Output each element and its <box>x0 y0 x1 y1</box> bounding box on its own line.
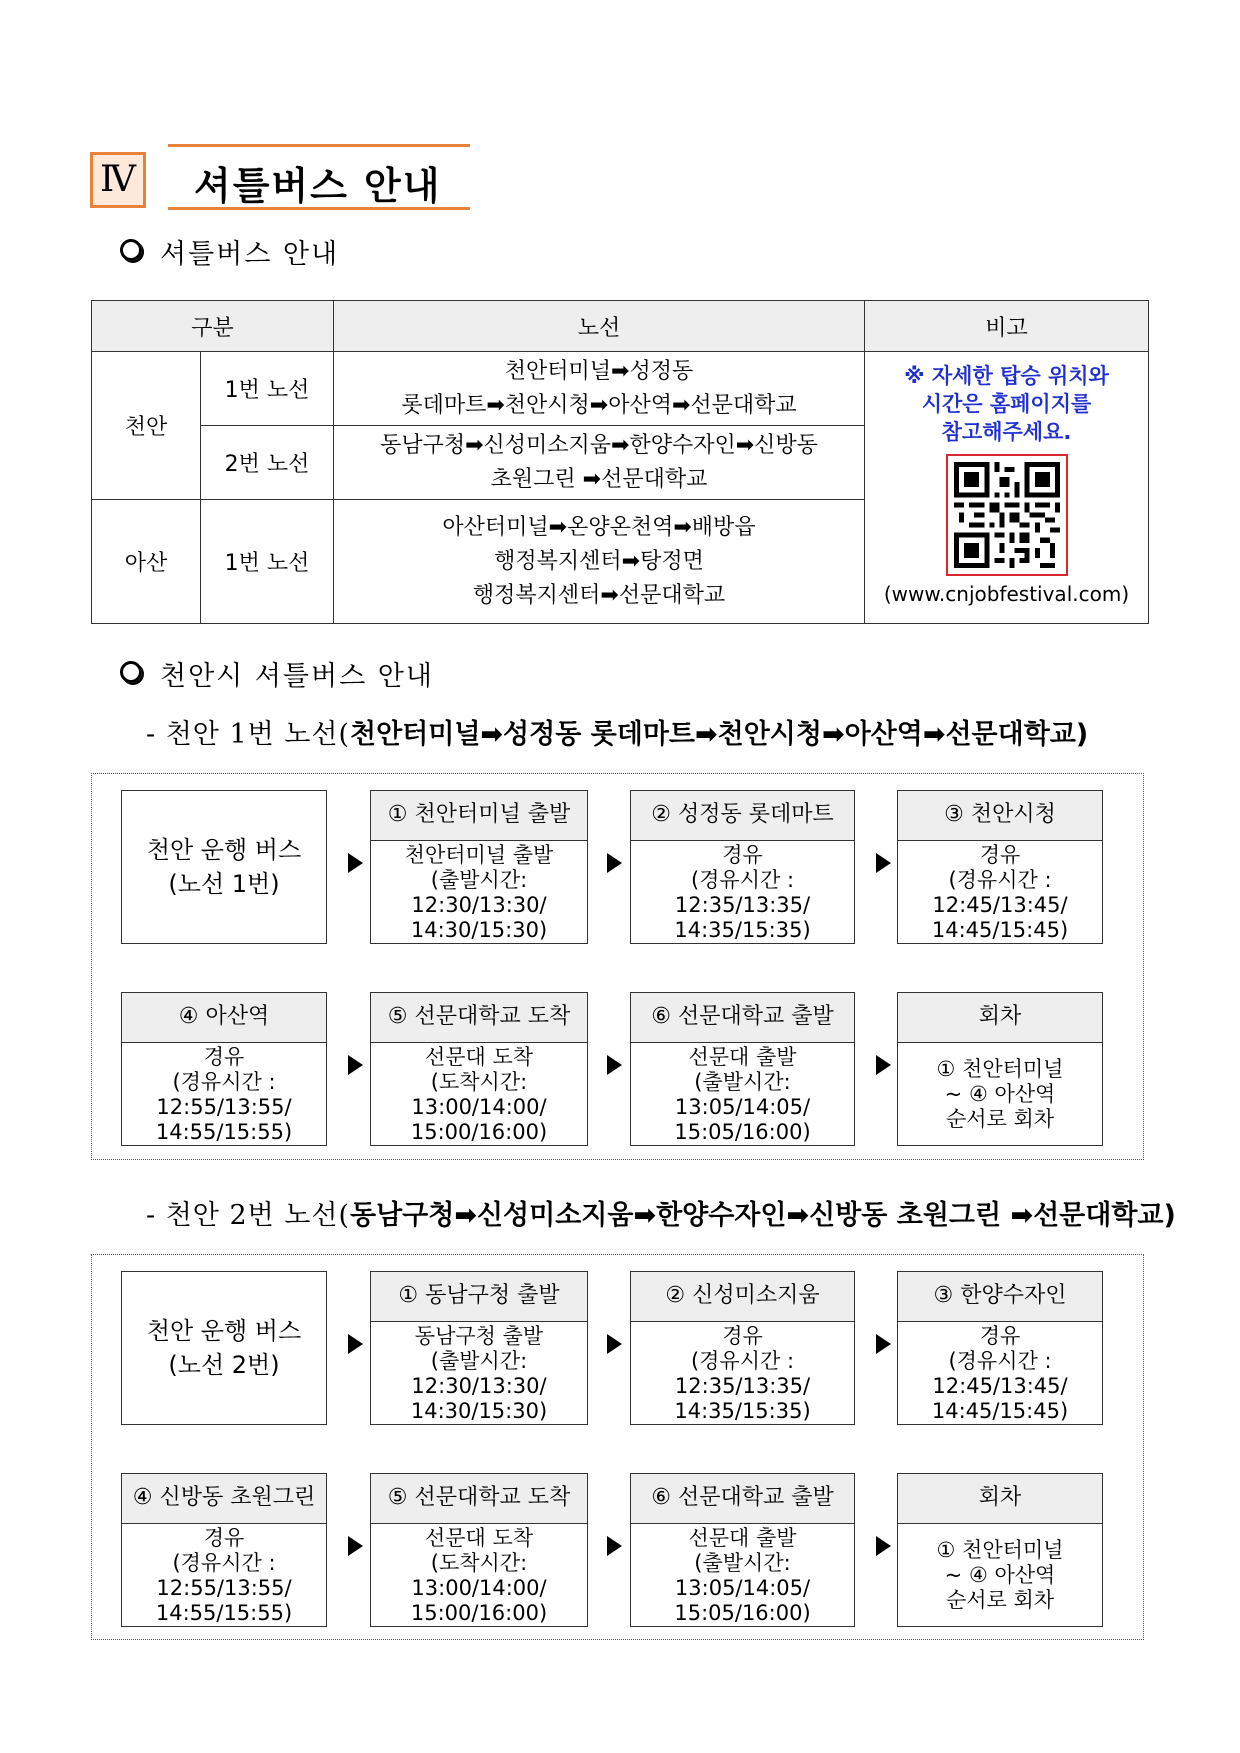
stop-body-line: (경유시간 : <box>172 1551 276 1575</box>
route2-stop-box <box>370 1473 588 1627</box>
circle-bullet-icon <box>120 661 142 683</box>
stop-body-line: 14:30/15:30) <box>410 918 548 942</box>
stop-body-line: 경유 <box>203 1045 245 1069</box>
website-url[interactable]: (www.cnjobfestival.com) <box>883 582 1130 606</box>
route1-title <box>146 712 1088 751</box>
arrow-right-icon <box>607 853 622 873</box>
stop-body-line: 경유 <box>722 1324 763 1348</box>
stop-body-line: ~ ④ 아산역 <box>944 1563 1056 1587</box>
route-line: 아산터미널➡온양온천역➡배방읍 <box>442 514 756 540</box>
header-route: 노선 <box>334 301 865 352</box>
stop-header: ⑤ 선문대학교 도착 <box>371 993 587 1043</box>
route-line: 행정복지센터➡탕정면 <box>494 548 704 574</box>
stop-body-line: (출발시간: <box>430 868 528 892</box>
route1-stop-box <box>121 992 327 1146</box>
stop-body-line: 15:00/16:00) <box>410 1120 548 1144</box>
stop-body-line: 13:00/14:00/ <box>411 1095 547 1119</box>
stop-body-line: 경유 <box>203 1526 245 1550</box>
start-box-line: 천안 운행 버스 <box>146 1317 302 1345</box>
stop-body-line: (출발시간: <box>694 1551 791 1575</box>
stop-body-line: 선문대 도착 <box>424 1045 534 1069</box>
stop-body <box>371 841 587 943</box>
stop-body-line: (도착시간: <box>430 1551 528 1575</box>
stop-body-line: 13:00/14:00/ <box>411 1576 547 1600</box>
stop-header: 회차 <box>898 1474 1102 1524</box>
route2-prefix: - 천안 2번 노선( <box>146 1200 350 1231</box>
stop-header: ① 천안터미널 출발 <box>371 791 587 841</box>
arrow-right-icon <box>607 1334 622 1354</box>
stop-body-line: 14:45/15:45) <box>931 1399 1069 1423</box>
stop-body-line: 14:55/15:55) <box>155 1601 293 1625</box>
stop-body-line: 14:35/15:35) <box>674 918 811 942</box>
stop-body-line: 13:05/14:05/ <box>674 1095 811 1119</box>
stop-body-line: 14:30/15:30) <box>410 1399 548 1423</box>
header-note: 비고 <box>865 301 1149 352</box>
stop-body <box>631 1322 854 1424</box>
stop-header: ② 신성미소지움 <box>631 1272 854 1322</box>
stop-body-line: 동남구청 출발 <box>414 1324 544 1348</box>
stop-header: ③ 한양수자인 <box>898 1272 1102 1322</box>
route1-stop-box <box>897 992 1103 1146</box>
stop-body-line: (경유시간 : <box>690 1349 795 1373</box>
bullet-text: 천안시 셔틀버스 안내 <box>160 661 434 692</box>
stop-body-line: (도착시간: <box>430 1070 528 1094</box>
stop-body-line: 순서로 회차 <box>945 1107 1055 1131</box>
arrow-right-icon <box>876 1536 891 1556</box>
stop-body-line: ~ ④ 아산역 <box>944 1082 1056 1106</box>
route-line: 초원그린 ➡선문대학교 <box>490 466 708 492</box>
route2-title <box>146 1193 1176 1232</box>
stop-body-line: 경유 <box>979 1324 1021 1348</box>
section-number: Ⅳ <box>90 152 146 208</box>
stop-body-line: 선문대 도착 <box>424 1526 534 1550</box>
stop-body-line: (경유시간 : <box>948 1349 1052 1373</box>
route2-stop-box <box>630 1473 855 1627</box>
stop-body-line: 12:35/13:35/ <box>674 1374 811 1398</box>
route-line: 행정복지센터➡선문대학교 <box>472 582 726 608</box>
route2-start-box <box>121 1271 327 1425</box>
stop-body <box>631 1043 854 1145</box>
stop-body <box>631 841 854 943</box>
route-stops <box>334 426 865 500</box>
circle-bullet-icon <box>120 239 142 261</box>
stop-header: ⑤ 선문대학교 도착 <box>371 1474 587 1524</box>
route2-stop-box <box>897 1271 1103 1425</box>
stop-header: ① 동남구청 출발 <box>371 1272 587 1322</box>
route2-stop-box <box>630 1271 855 1425</box>
stop-body-line: 12:45/13:45/ <box>932 893 1068 917</box>
bullet-cheonan-shuttle <box>120 654 434 693</box>
route1-start-box <box>121 790 327 944</box>
stop-body <box>122 1043 326 1145</box>
route1-stop-box <box>370 790 588 944</box>
stop-body-line: ① 천안터미널 <box>936 1538 1064 1562</box>
start-box-line: 천안 운행 버스 <box>146 836 302 864</box>
stop-body-line: 경유 <box>979 843 1021 867</box>
route-stops <box>334 352 865 426</box>
stop-header: ② 성정동 롯데마트 <box>631 791 854 841</box>
stop-body <box>898 1524 1102 1613</box>
stop-header: ⑥ 선문대학교 출발 <box>631 1474 854 1524</box>
route1-stops: 천안터미널➡성정동 롯데마트➡천안시청➡아산역➡선문대학교) <box>350 719 1089 750</box>
route2-stops: 동남구청➡신성미소지움➡한양수자인➡신방동 초원그린 ➡선문대학교) <box>350 1200 1176 1231</box>
route1-prefix: - 천안 1번 노선( <box>146 719 350 750</box>
note-cell <box>865 352 1149 624</box>
stop-body-line: 12:30/13:30/ <box>411 1374 547 1398</box>
stop-body-line: 12:35/13:35/ <box>674 893 811 917</box>
region-asan: 아산 <box>92 500 201 624</box>
route1-stop-box <box>897 790 1103 944</box>
arrow-right-icon <box>607 1055 622 1075</box>
stop-body <box>122 1524 326 1626</box>
route2-stop-box <box>370 1271 588 1425</box>
stop-body <box>898 1322 1102 1424</box>
arrow-right-icon <box>348 853 363 873</box>
arrow-right-icon <box>348 1055 363 1075</box>
stop-body-line: ① 천안터미널 <box>936 1057 1064 1081</box>
route-name: 1번 노선 <box>201 500 334 624</box>
stop-body-line: 12:45/13:45/ <box>932 1374 1068 1398</box>
section-title-box <box>168 144 470 210</box>
stop-body-line: (경유시간 : <box>172 1070 276 1094</box>
route-line: 동남구청➡신성미소지움➡한양수자인➡신방동 <box>380 432 818 458</box>
arrow-right-icon <box>348 1334 363 1354</box>
stop-body-line: 12:55/13:55/ <box>156 1576 292 1600</box>
stop-body <box>371 1524 587 1626</box>
stop-body-line: 순서로 회차 <box>945 1588 1055 1612</box>
stop-body-line: 15:05/16:00) <box>674 1601 811 1625</box>
stop-body-line: 경유 <box>722 843 763 867</box>
stop-body-line: (출발시간: <box>430 1349 528 1373</box>
note-line: 시간은 홈페이지를 <box>921 392 1092 416</box>
stop-body-line: 12:30/13:30/ <box>411 893 547 917</box>
section-title: 셔틀버스 안내 <box>194 164 442 208</box>
stop-body-line: 14:55/15:55) <box>155 1120 293 1144</box>
note-line: ※ 자세한 탑승 위치와 <box>904 364 1109 388</box>
stop-body-line: (경유시간 : <box>948 868 1052 892</box>
stop-body-line: (출발시간: <box>694 1070 791 1094</box>
route1-stop-box <box>370 992 588 1146</box>
stop-header: ⑥ 선문대학교 출발 <box>631 993 854 1043</box>
stop-body-line: (경유시간 : <box>690 868 795 892</box>
stop-header: ④ 신방동 초원그린 <box>122 1474 326 1524</box>
stop-body-line: 선문대 출발 <box>688 1045 797 1069</box>
header-category: 구분 <box>92 301 334 352</box>
route-stops <box>334 500 865 624</box>
stop-header: ④ 아산역 <box>122 993 326 1043</box>
bullet-shuttle-info <box>120 232 339 271</box>
route-line: 천안터미널➡성정동 <box>504 358 694 384</box>
stop-body-line: 선문대 출발 <box>688 1526 797 1550</box>
stop-body <box>898 841 1102 943</box>
stop-header: ③ 천안시청 <box>898 791 1102 841</box>
arrow-right-icon <box>876 1334 891 1354</box>
start-box-line: (노선 2번) <box>168 1351 280 1379</box>
stop-body-line: 15:00/16:00) <box>410 1601 548 1625</box>
arrow-right-icon <box>876 853 891 873</box>
route-name: 2번 노선 <box>201 426 334 500</box>
stop-body-line: 12:55/13:55/ <box>156 1095 292 1119</box>
route1-stop-box <box>630 992 855 1146</box>
stop-header: 회차 <box>898 993 1102 1043</box>
stop-body-line: 15:05/16:00) <box>674 1120 811 1144</box>
stop-body-line: 14:35/15:35) <box>674 1399 811 1423</box>
stop-body-line: 13:05/14:05/ <box>674 1576 811 1600</box>
note-line: 참고해주세요. <box>941 420 1072 444</box>
region-cheonan: 천안 <box>92 352 201 500</box>
bullet-text: 셔틀버스 안내 <box>160 239 340 270</box>
stop-body <box>371 1043 587 1145</box>
route1-stop-box <box>630 790 855 944</box>
route-name: 1번 노선 <box>201 352 334 426</box>
route2-stop-box <box>897 1473 1103 1627</box>
stop-body <box>371 1322 587 1424</box>
stop-body-line: 14:45/15:45) <box>931 918 1069 942</box>
qr-code-icon[interactable] <box>946 454 1068 576</box>
stop-body <box>631 1524 854 1626</box>
shuttle-overview-table <box>91 300 1149 624</box>
stop-body-line: 천안터미널 출발 <box>404 843 554 867</box>
arrow-right-icon <box>876 1055 891 1075</box>
route-line: 롯데마트➡천안시청➡아산역➡선문대학교 <box>401 392 797 418</box>
start-box-line: (노선 1번) <box>168 870 280 898</box>
stop-body <box>898 1043 1102 1132</box>
arrow-right-icon <box>348 1536 363 1556</box>
route2-stop-box <box>121 1473 327 1627</box>
arrow-right-icon <box>607 1536 622 1556</box>
